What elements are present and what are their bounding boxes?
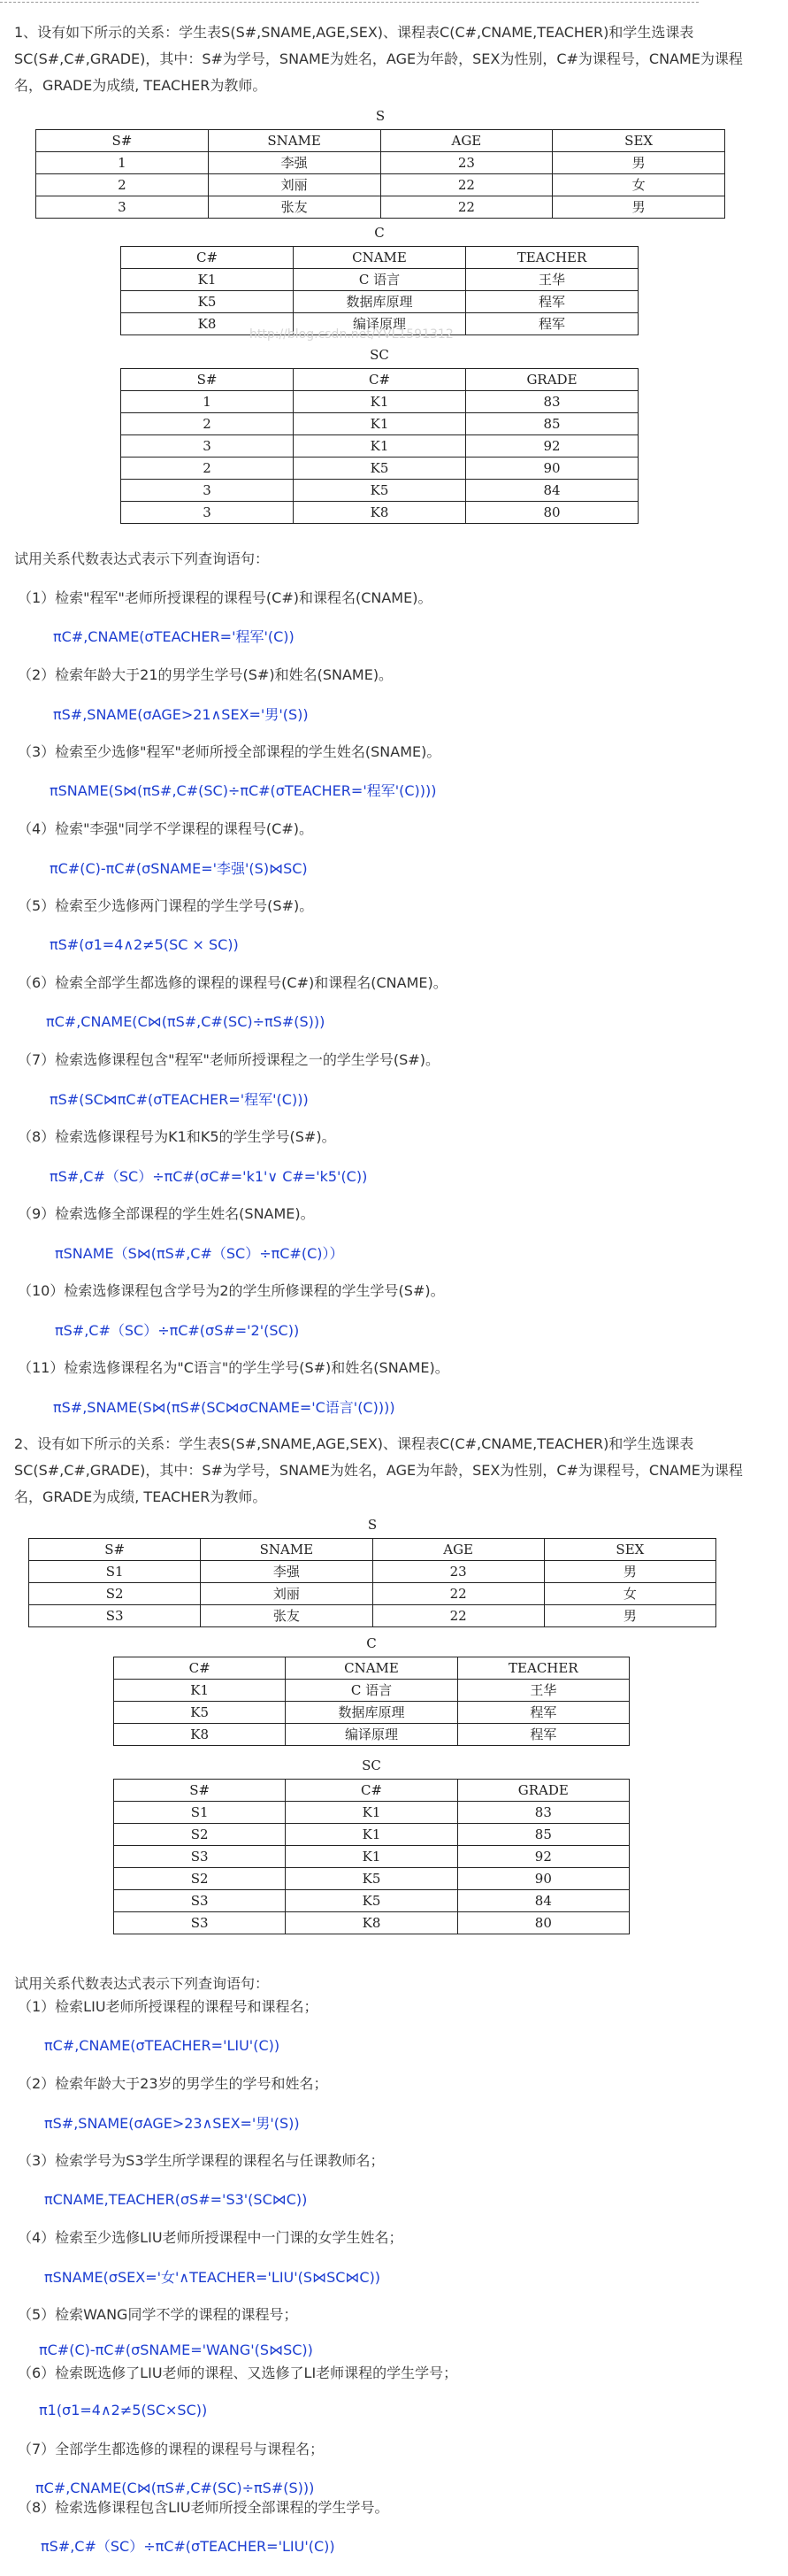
- table-cell: 男: [553, 196, 725, 219]
- s2-table-s-caption: S: [367, 1517, 378, 1533]
- s1-query-8: （8）检索选修课程号为K1和K5的学生学号(S#)。: [18, 1128, 336, 1145]
- s1-query-5: （5）检索至少选修两门课程的学生学号(S#)。: [18, 897, 314, 914]
- table-row: [121, 435, 639, 458]
- s2-answer-3: πCNAME,TEACHER(σS#='S3'(SC⋈C)): [44, 2191, 308, 2208]
- table-cell: 刘丽: [201, 1583, 372, 1605]
- table-cell: S3: [114, 1912, 286, 1934]
- header-cell: TEACHER: [466, 247, 639, 269]
- table-cell: 84: [457, 1890, 629, 1912]
- table-cell: 程军: [466, 291, 639, 313]
- table-cell: 王华: [457, 1680, 629, 1702]
- table-cell: 2: [121, 458, 294, 480]
- s1-table-s-caption: S: [375, 108, 386, 124]
- table-cell: K1: [286, 1802, 457, 1824]
- table-row: [121, 413, 639, 435]
- table-row: [121, 480, 639, 502]
- s2-query-5: （5）检索WANG同学不学的课程的课程号；: [18, 2306, 298, 2323]
- s2-table-c: [113, 1657, 630, 1746]
- table-cell: 1: [121, 391, 294, 413]
- s1-lead: 试用关系代数表达式表示下列查询语句：: [14, 550, 270, 567]
- table-cell: 83: [466, 391, 639, 413]
- s1-table-c: [120, 246, 639, 335]
- table-cell: K5: [294, 458, 466, 480]
- table-cell: K1: [114, 1680, 286, 1702]
- s2-table-c-caption: C: [366, 1635, 377, 1651]
- table-row: [114, 1890, 630, 1912]
- s1-table-s: [35, 129, 725, 219]
- table-row: [29, 1583, 716, 1605]
- table-cell: 83: [457, 1802, 629, 1824]
- table-cell: 女: [544, 1583, 715, 1605]
- table-cell: 22: [380, 196, 553, 219]
- s1-answer-9: πSNAME（S⋈(πS#,C#（SC）÷πC#(C)））: [55, 1245, 344, 1262]
- table-cell: K5: [114, 1702, 286, 1724]
- s2-query-6: （6）检索既选修了LIU老师的课程、又选修了LI老师课程的学生学号；: [18, 2365, 458, 2381]
- s1-query-3: （3）检索至少选修"程军"老师所授全部课程的学生姓名(SNAME)。: [18, 743, 441, 760]
- s2-query-4: （4）检索至少选修LIU老师所授课程中一门课的女学生姓名；: [18, 2229, 403, 2246]
- table-cell: 22: [372, 1605, 544, 1627]
- table-cell: K1: [286, 1824, 457, 1846]
- table-cell: 男: [544, 1561, 715, 1583]
- s1-answer-1: πC#,CNAME(σTEACHER='程军'(C)): [53, 628, 295, 645]
- table-row: [36, 196, 725, 219]
- header-cell: SEX: [544, 1539, 715, 1561]
- s1-answer-8: πS#,C#（SC）÷πC#(σC#='k1'∨ C#='k5'(C)): [50, 1168, 368, 1185]
- header-cell: GRADE: [466, 369, 639, 391]
- table-cell: 3: [121, 480, 294, 502]
- s2-query-8: （8）检索选修课程包含LIU老师所授全部课程的学生学号。: [18, 2499, 389, 2516]
- header-cell: C#: [294, 369, 466, 391]
- header-cell: S#: [121, 369, 294, 391]
- s1-answer-4: πC#(C)-πC#(σSNAME='李强'(S)⋈SC): [50, 860, 308, 877]
- s2-table-sc: [113, 1779, 630, 1934]
- table-cell: 22: [372, 1583, 544, 1605]
- table-cell: 23: [380, 152, 553, 174]
- table-cell: 女: [553, 174, 725, 196]
- table-cell: K5: [294, 480, 466, 502]
- s2-table-s: [28, 1538, 716, 1627]
- table-row: [36, 174, 725, 196]
- table-row: [114, 1868, 630, 1890]
- table-cell: 数据库原理: [294, 291, 466, 313]
- s1-query-2: （2）检索年龄大于21的男学生学号(S#)和姓名(SNAME)。: [18, 666, 394, 683]
- s1-query-1: （1）检索"程军"老师所授课程的课程号(C#)和课程名(CNAME)。: [18, 589, 432, 606]
- header-cell: SNAME: [201, 1539, 372, 1561]
- s1-table-c-caption: C: [374, 225, 385, 241]
- table-cell: S3: [114, 1890, 286, 1912]
- table-cell: 3: [121, 435, 294, 458]
- s2-query-7: （7）全部学生都选修的课程的课程号与课程名；: [18, 2441, 325, 2457]
- table-row: [121, 391, 639, 413]
- table-cell: 王华: [466, 269, 639, 291]
- s1-answer-6: πC#,CNAME(C⋈(πS#,C#(SC)÷πS#(S))): [46, 1013, 325, 1030]
- table-cell: 男: [553, 152, 725, 174]
- table-cell: 80: [457, 1912, 629, 1934]
- s1-query-4: （4）检索"李强"同学不学课程的课程号(C#)。: [18, 820, 313, 837]
- table-cell: 90: [457, 1868, 629, 1890]
- table-cell: 2: [121, 413, 294, 435]
- table-cell: 数据库原理: [286, 1702, 457, 1724]
- table-cell: 2: [36, 174, 209, 196]
- s1-query-7: （7）检索选修课程包含"程军"老师所授课程之一的学生学号(S#)。: [18, 1051, 440, 1068]
- table-cell: 张友: [201, 1605, 372, 1627]
- s1-table-sc: [120, 368, 639, 524]
- table-row: [114, 1802, 630, 1824]
- s1-answer-3: πSNAME(S⋈(πS#,C#(SC)÷πC#(σTEACHER='程军'(C)))): [50, 782, 437, 799]
- table-row: [114, 1824, 630, 1846]
- table-header-row: [114, 1780, 630, 1802]
- header-cell: S#: [36, 130, 209, 152]
- s1-query-9: （9）检索选修全部课程的学生姓名(SNAME)。: [18, 1205, 315, 1222]
- s2-query-1: （1）检索LIU老师所授课程的课程号和课程名；: [18, 1998, 318, 2015]
- table-cell: 张友: [208, 196, 380, 219]
- s1-query-11: （11）检索选修课程名为"C语言"的学生学号(S#)和姓名(SNAME)。: [18, 1359, 449, 1376]
- table-cell: K5: [121, 291, 294, 313]
- header-cell: SEX: [553, 130, 725, 152]
- table-cell: 92: [466, 435, 639, 458]
- s2-answer-1: πC#,CNAME(σTEACHER='LIU'(C)): [44, 2037, 280, 2054]
- table-cell: S1: [114, 1802, 286, 1824]
- table-cell: S3: [29, 1605, 201, 1627]
- table-row: [114, 1680, 630, 1702]
- s1-answer-11: πS#,SNAME(S⋈(πS#(SC⋈σCNAME='C语言'(C)))): [53, 1399, 395, 1416]
- s2-answer-5: πC#(C)-πC#(σSNAME='WANG'(S⋈SC)): [39, 2341, 313, 2358]
- s1-answer-10: πS#,C#（SC）÷πC#(σS#='2'(SC)): [55, 1322, 300, 1339]
- table-row: [36, 152, 725, 174]
- table-cell: K8: [286, 1912, 457, 1934]
- table-cell: K1: [121, 269, 294, 291]
- table-cell: 程军: [457, 1724, 629, 1746]
- table-cell: 85: [457, 1824, 629, 1846]
- table-cell: K8: [114, 1724, 286, 1746]
- table-cell: 编译原理: [294, 313, 466, 335]
- table-cell: K1: [294, 413, 466, 435]
- table-cell: 程军: [466, 313, 639, 335]
- table-header-row: [121, 247, 639, 269]
- table-cell: 22: [380, 174, 553, 196]
- header-cell: CNAME: [286, 1657, 457, 1680]
- table-cell: 3: [121, 502, 294, 524]
- table-cell: 1: [36, 152, 209, 174]
- table-cell: K8: [121, 313, 294, 335]
- header-cell: C#: [286, 1780, 457, 1802]
- table-row: [121, 458, 639, 480]
- header-cell: C#: [114, 1657, 286, 1680]
- s2-lead: 试用关系代数表达式表示下列查询语句：: [14, 1975, 270, 1992]
- table-cell: S2: [114, 1824, 286, 1846]
- table-cell: C 语言: [294, 269, 466, 291]
- table-cell: S3: [114, 1846, 286, 1868]
- table-cell: 刘丽: [208, 174, 380, 196]
- header-cell: S#: [29, 1539, 201, 1561]
- table-cell: K1: [286, 1846, 457, 1868]
- s2-table-sc-caption: SC: [362, 1757, 381, 1773]
- s2-answer-2: πS#,SNAME(σAGE>23∧SEX='男'(S)): [44, 2115, 300, 2132]
- table-row: [114, 1846, 630, 1868]
- s2-query-3: （3）检索学号为S3学生所学课程的课程名与任课教师名；: [18, 2152, 385, 2169]
- section2-intro: 2、设有如下所示的关系：学生表S(S#,SNAME,AGE,SEX)、课程表C(C#,CNAME,TEACHER)和学生选课表SC(S#,C#,GRADE)，其中：S#为学号，SNAME为姓名，AGE为年龄，SEX为性别，C#为课程号，CNAME为课程名，GRADE为成绩, TEACHER为教师。: [14, 1435, 743, 1505]
- table-row: [121, 269, 639, 291]
- table-cell: S2: [29, 1583, 201, 1605]
- table-cell: 编译原理: [286, 1724, 457, 1746]
- table-cell: K5: [286, 1868, 457, 1890]
- table-cell: 80: [466, 502, 639, 524]
- table-row: [114, 1912, 630, 1934]
- header-cell: TEACHER: [457, 1657, 629, 1680]
- s1-table-sc-caption: SC: [370, 347, 389, 363]
- table-cell: 84: [466, 480, 639, 502]
- table-cell: 3: [36, 196, 209, 219]
- header-cell: GRADE: [457, 1780, 629, 1802]
- table-cell: S2: [114, 1868, 286, 1890]
- table-cell: 85: [466, 413, 639, 435]
- table-row: [121, 502, 639, 524]
- s1-answer-2: πS#,SNAME(σAGE>21∧SEX='男'(S)): [53, 706, 309, 723]
- s2-answer-7: πC#,CNAME(C⋈(πS#,C#(SC)÷πS#(S))): [35, 2480, 315, 2496]
- header-cell: S#: [114, 1780, 286, 1802]
- table-cell: K1: [294, 435, 466, 458]
- s2-query-2: （2）检索年龄大于23岁的男学生的学号和姓名；: [18, 2075, 328, 2092]
- s1-query-6: （6）检索全部学生都选修的课程的课程号(C#)和课程名(CNAME)。: [18, 974, 448, 991]
- table-header-row: [121, 369, 639, 391]
- table-cell: C 语言: [286, 1680, 457, 1702]
- section1-intro: 1、设有如下所示的关系：学生表S(S#,SNAME,AGE,SEX)、课程表C(C#,CNAME,TEACHER)和学生选课表SC(S#,C#,GRADE)，其中：S#为学号，SNAME为姓名，AGE为年龄，SEX为性别，C#为课程号，CNAME为课程名，GRADE为成绩, TEACHER为教师。: [14, 24, 743, 94]
- table-cell: 90: [466, 458, 639, 480]
- header-cell: AGE: [380, 130, 553, 152]
- header-cell: CNAME: [294, 247, 466, 269]
- s1-answer-5: πS#(σ1=4∧2≠5(SC × SC)): [50, 936, 239, 953]
- s2-answer-8: πS#,C#（SC）÷πC#(σTEACHER='LIU'(C)): [41, 2538, 335, 2555]
- table-cell: 李强: [208, 152, 380, 174]
- table-header-row: [36, 130, 725, 152]
- table-cell: K1: [294, 391, 466, 413]
- s2-answer-4: πSNAME(σSEX='女'∧TEACHER='LIU'(S⋈SC⋈C)): [44, 2269, 381, 2286]
- table-cell: 男: [544, 1605, 715, 1627]
- header-cell: SNAME: [208, 130, 380, 152]
- table-cell: 23: [372, 1561, 544, 1583]
- table-cell: 程军: [457, 1702, 629, 1724]
- table-row: [121, 291, 639, 313]
- table-header-row: [114, 1657, 630, 1680]
- header-cell: AGE: [372, 1539, 544, 1561]
- table-cell: K5: [286, 1890, 457, 1912]
- table-cell: 92: [457, 1846, 629, 1868]
- header-cell: C#: [121, 247, 294, 269]
- s1-query-10: （10）检索选修课程包含学号为2的学生所修课程的学生学号(S#)。: [18, 1282, 445, 1299]
- table-header-row: [29, 1539, 716, 1561]
- table-cell: K8: [294, 502, 466, 524]
- table-row: [29, 1605, 716, 1627]
- table-row: [29, 1561, 716, 1583]
- s1-answer-7: πS#(SC⋈πC#(σTEACHER='程军'(C))): [50, 1091, 309, 1108]
- table-row: [114, 1724, 630, 1746]
- table-cell: S1: [29, 1561, 201, 1583]
- top-divider: [0, 2, 699, 3]
- table-cell: 李强: [201, 1561, 372, 1583]
- blog-watermark: http://blog.csdn.net/YVL1591312: [249, 327, 454, 342]
- table-row: [114, 1702, 630, 1724]
- s2-answer-6: π1(σ1=4∧2≠5(SC×SC)): [39, 2402, 208, 2418]
